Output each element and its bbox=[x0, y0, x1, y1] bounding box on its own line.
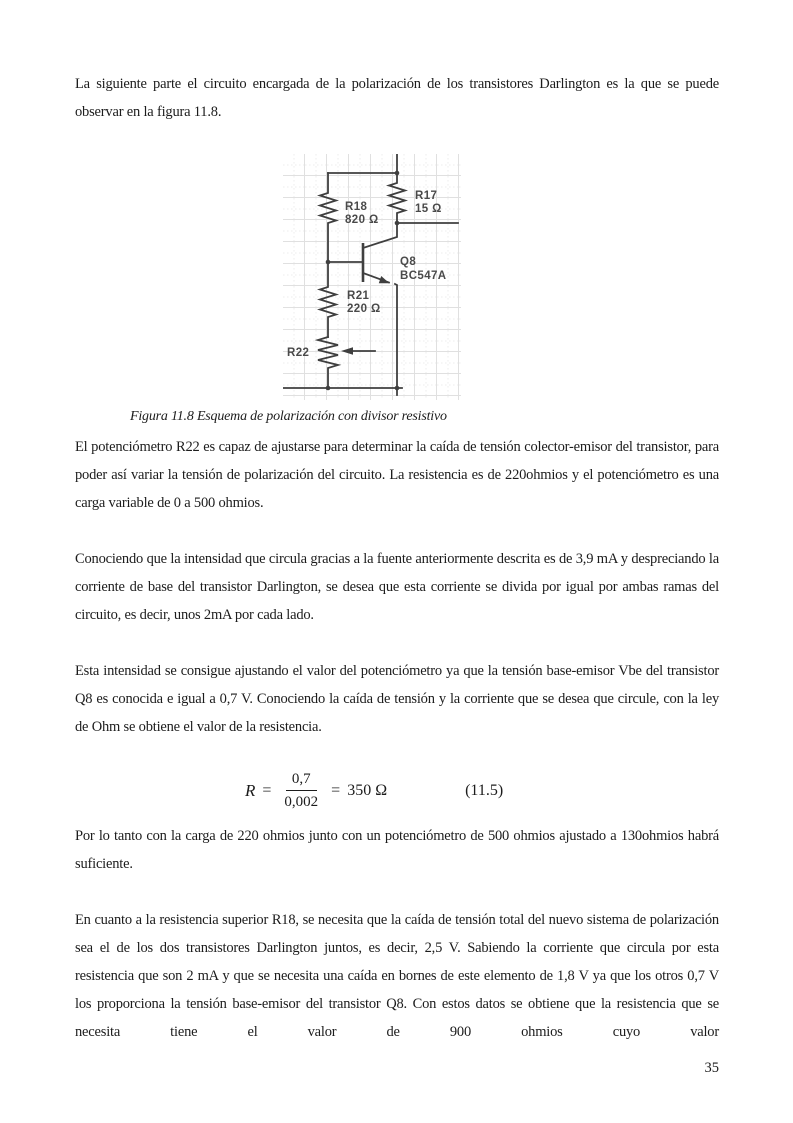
label-q8-name: Q8 bbox=[400, 256, 417, 268]
equation-lhs: R bbox=[245, 780, 256, 800]
equation-result: 350 Ω bbox=[347, 781, 388, 799]
junction-dot bbox=[326, 386, 331, 391]
equation-number: (11.5) bbox=[465, 781, 504, 799]
junction-dot bbox=[395, 221, 400, 226]
equation-11-5 bbox=[75, 769, 719, 812]
label-r21-value: 220 Ω bbox=[347, 303, 381, 315]
equation-denominator: 0,002 bbox=[284, 794, 319, 810]
circuit-figure bbox=[283, 154, 461, 400]
page-number: 35 bbox=[704, 1060, 719, 1076]
equation-numerator: 0,7 bbox=[286, 769, 317, 791]
label-r18-name: R18 bbox=[345, 201, 368, 213]
junction-dot bbox=[326, 260, 331, 265]
junction-dot bbox=[395, 171, 400, 176]
equation-equals: = bbox=[331, 781, 341, 799]
label-r22-name: R22 bbox=[287, 347, 310, 359]
label-r17-name: R17 bbox=[415, 190, 438, 202]
label-r17-value: 15 Ω bbox=[415, 203, 442, 215]
paragraph-potentiometer: El potenciómetro R22 es capaz de ajustarse para determinar la caída de tensión colector-emisor del transistor, para poder así variar la tensión de polarización del circuito. La resistencia es de 220ohmios y el potenciómetro es una carga variable de 0 a 500 ohmios. bbox=[75, 439, 719, 511]
equation-equals: = bbox=[262, 781, 272, 799]
circuit-diagram bbox=[283, 154, 461, 400]
paragraph-r18-explanation: En cuanto a la resistencia superior R18, se necesita que la caída de tensión total del nuevo sistema de polarización sea el de los dos transistores Darlington juntos, es decir, 2,5 V. Sabiendo la corriente que circula por esta resistencia que son 2 mA y que se necesita una caída en bornes de este elemento de 1,8 V ya que los otros 0,7 V los proporciona la tensión base-emisor del transistor Q8. Con estos datos se obtiene que la resistencia que se necesita tiene el valor de 900 ohmios cuyo valor bbox=[75, 912, 719, 1040]
label-r21-name: R21 bbox=[347, 290, 370, 302]
junction-dot bbox=[395, 386, 400, 391]
paragraph-intensity: Esta intensidad se consigue ajustando el valor del potenciómetro ya que la tensión base-emisor Vbe del transistor Q8 es conocida e igual a 0,7 V. Conociendo la caída de tensión y la corriente que se desea que circule, con la ley de Ohm se obtiene el valor de la resistencia. bbox=[75, 663, 719, 735]
figure-caption: Figura 11.8 Esquema de polarización con divisor resistivo bbox=[130, 409, 447, 424]
paragraph-therefore: Por lo tanto con la carga de 220 ohmios junto con un potenciómetro de 500 ohmios ajustado a 130ohmios habrá suficiente. bbox=[75, 828, 719, 872]
label-q8-value: BC547A bbox=[400, 270, 447, 282]
paragraph-current: Conociendo que la intensidad que circula gracias a la fuente anteriormente descrita es de 3,9 mA y despreciando la corriente de base del transistor Darlington, se desea que esta corriente se divida por igual por ambas ramas del circuito, es decir, unos 2mA por cada lado. bbox=[75, 551, 719, 623]
equation-fraction bbox=[278, 769, 324, 812]
paragraph-intro: La siguiente parte el circuito encargada de la polarización de los transistores Darlington es la que se puede observar en la figura 11.8. bbox=[75, 76, 719, 120]
label-r18-value: 820 Ω bbox=[345, 214, 379, 226]
equation-formula bbox=[245, 769, 387, 812]
